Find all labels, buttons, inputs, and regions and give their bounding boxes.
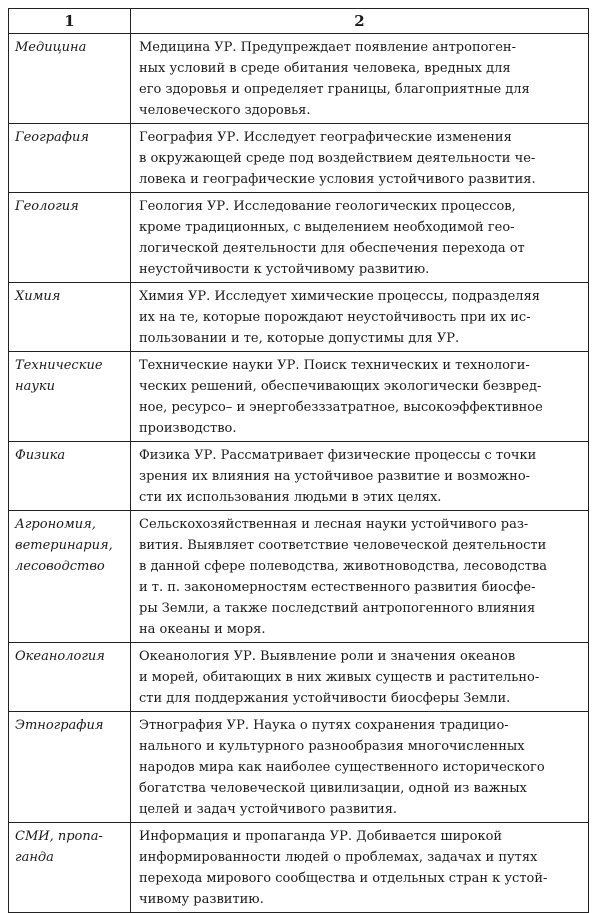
description-line: и т. п. закономерностям естественного развития биосфе- <box>139 580 536 595</box>
table-row <box>9 283 589 352</box>
description-line: ловека и географические условия устойчивого развития. <box>139 172 536 187</box>
field-name: Медицина <box>15 40 87 55</box>
description-line: ных условий в среде обитания человека, вредных для <box>139 61 511 76</box>
field-description <box>131 511 589 643</box>
field-description <box>131 442 589 511</box>
description-line: Сельскохозяйственная и лесная науки устойчивого раз- <box>139 517 529 532</box>
field-name-technical-sciences <box>9 352 131 442</box>
description-line: География УР. Исследует географические изменения <box>139 130 512 145</box>
table-row <box>9 511 589 643</box>
description-line: в данной сфере полеводства, животноводства, лесоводства <box>139 559 548 574</box>
table-row <box>9 34 589 124</box>
field-name-physics <box>9 442 131 511</box>
description-line: Технические науки УР. Поиск технических и технологи- <box>139 358 530 373</box>
description-line: человеческого здоровья. <box>139 103 311 118</box>
description-line: чивому развитию. <box>139 892 264 907</box>
field-description <box>131 283 589 352</box>
table-row <box>9 712 589 823</box>
description-line: ры Земли, а также последствий антропогенного влияния <box>139 601 536 616</box>
description-line: народов мира как наиболее существенного исторического <box>139 760 545 775</box>
field-name: Агрономия, ветеринария, лесоводство <box>15 517 113 574</box>
description-line: целей и задач устойчивого развития. <box>139 802 398 817</box>
field-name-ethnography <box>9 712 131 823</box>
description-line: перехода мирового сообщества и отдельных стран к устой- <box>139 871 548 886</box>
field-name: Физика <box>15 448 66 463</box>
description-line: ное, ресурсо– и энергобезззатратное, высокоэффективное <box>139 400 543 415</box>
field-description <box>131 823 589 913</box>
description-line: в окружающей среде под воздействием деятельности че- <box>139 151 536 166</box>
description-line: Этнография УР. Наука о путях сохранения традицио- <box>139 718 509 733</box>
table-row <box>9 124 589 193</box>
field-description <box>131 643 589 712</box>
column-header-2: 2 <box>131 9 589 34</box>
field-name-media <box>9 823 131 913</box>
description-line: Медицина УР. Предупреждает появление антропоген- <box>139 40 516 55</box>
field-name-geology <box>9 193 131 283</box>
disciplines-table <box>8 8 589 913</box>
field-description <box>131 124 589 193</box>
table-row <box>9 442 589 511</box>
table-row <box>9 643 589 712</box>
description-line: Океанология УР. Выявление роли и значения океанов <box>139 649 516 664</box>
description-line: Физика УР. Рассматривает физические процессы с точки <box>139 448 537 463</box>
description-line: вития. Выявляет соответствие человеческой деятельности <box>139 538 547 553</box>
description-line: сти для поддержания устойчивости биосферы Земли. <box>139 691 511 706</box>
description-line: информированности людей о проблемах, задачах и путях <box>139 850 538 865</box>
table-row <box>9 352 589 442</box>
field-name: Геология <box>15 199 79 214</box>
column-header-1: 1 <box>9 9 131 34</box>
header-row <box>9 9 589 34</box>
field-name: Технические науки <box>15 358 103 394</box>
description-line: их на те, которые порождают неустойчивость при их ис- <box>139 310 531 325</box>
description-line: Геология УР. Исследование геологических процессов, <box>139 199 516 214</box>
description-line: логической деятельности для обеспечения перехода от <box>139 241 525 256</box>
description-line: Химия УР. Исследует химические процессы, подразделяя <box>139 289 540 304</box>
description-line: производство. <box>139 421 237 436</box>
field-name-chemistry <box>9 283 131 352</box>
table-row <box>9 823 589 913</box>
description-line: богатства человеческой цивилизации, одной из важных <box>139 781 527 796</box>
description-line: Информация и пропаганда УР. Добивается широкой <box>139 829 503 844</box>
description-line: неустойчивости к устойчивому развитию. <box>139 262 430 277</box>
description-line: зрения их влияния на устойчивое развитие и возможно- <box>139 469 531 484</box>
description-line: и морей, обитающих в них живых существ и растительно- <box>139 670 540 685</box>
field-name-agronomy <box>9 511 131 643</box>
field-description <box>131 193 589 283</box>
field-name-geography <box>9 124 131 193</box>
description-line: пользовании и те, которые допустимы для УР. <box>139 331 460 346</box>
description-line: сти их использования людьми в этих целях. <box>139 490 442 505</box>
field-name: География <box>15 130 89 145</box>
field-description <box>131 712 589 823</box>
field-name-oceanology <box>9 643 131 712</box>
description-line: кроме традиционных, с выделением необходимой гео- <box>139 220 515 235</box>
field-description <box>131 352 589 442</box>
description-line: нального и культурного разнообразия многочисленных <box>139 739 525 754</box>
field-name: Этнография <box>15 718 104 733</box>
field-name: Химия <box>15 289 61 304</box>
field-name: Океанология <box>15 649 105 664</box>
description-line: его здоровья и определяет границы, благоприятные для <box>139 82 530 97</box>
description-line: ческих решений, обеспечивающих экологически безвред- <box>139 379 542 394</box>
field-name-medicine <box>9 34 131 124</box>
table-row <box>9 193 589 283</box>
field-name: СМИ, пропа-ганда <box>15 829 103 865</box>
field-description <box>131 34 589 124</box>
description-line: на океаны и моря. <box>139 622 266 637</box>
